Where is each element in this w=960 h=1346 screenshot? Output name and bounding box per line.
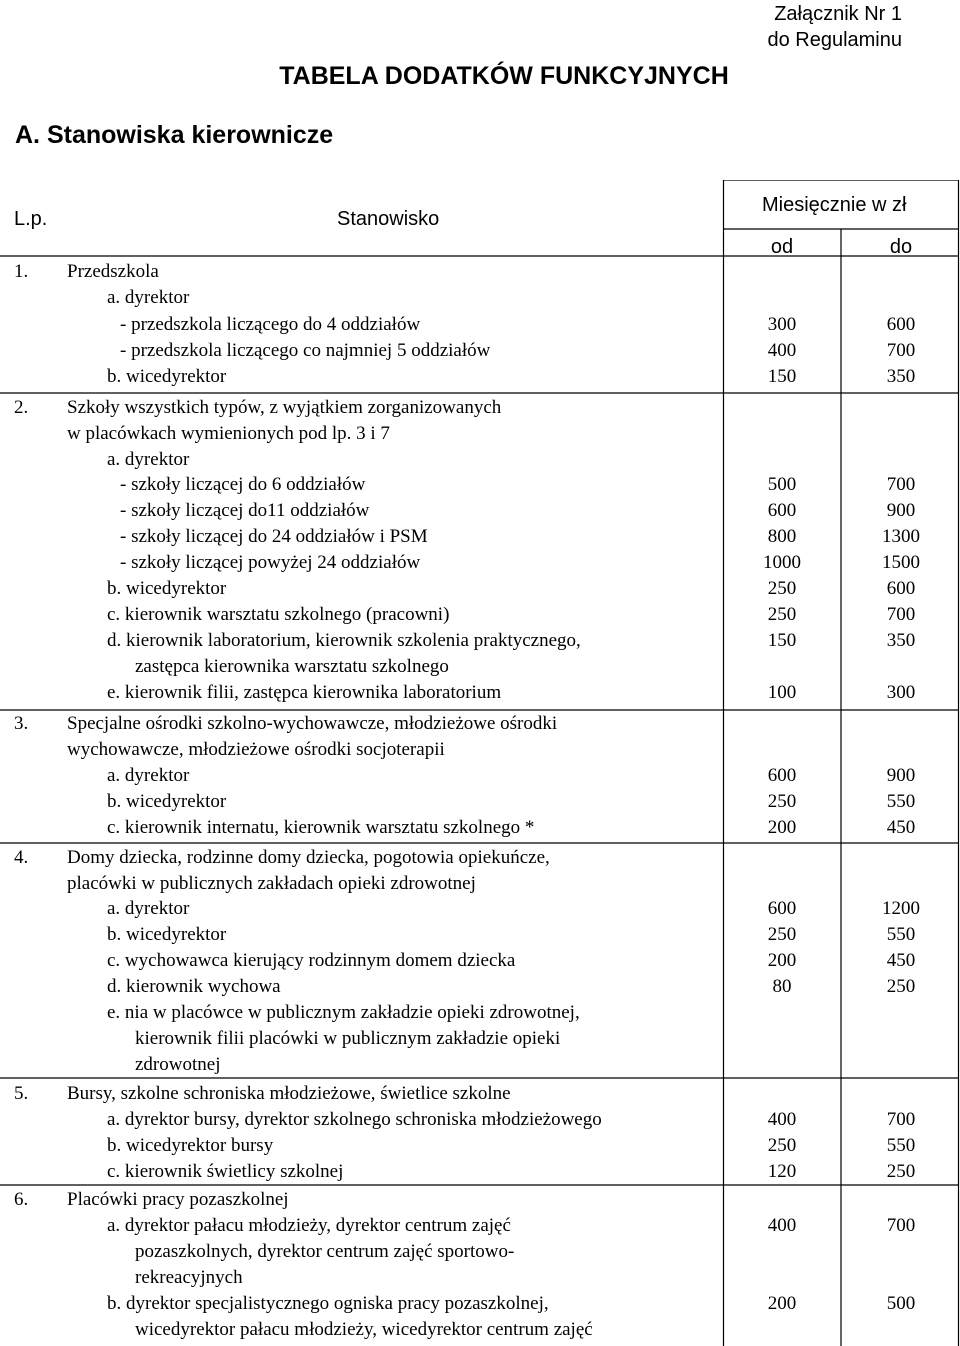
amount-to: 550 <box>886 924 916 945</box>
amount-to: 1200 <box>882 898 920 919</box>
amount-from: 200 <box>767 817 797 838</box>
row-text: a. dyrektor <box>107 287 190 308</box>
amount-from: 250 <box>767 604 797 625</box>
row-text: Placówki pracy pozaszkolnej <box>67 1189 289 1210</box>
row-text: 1. <box>14 261 29 282</box>
amount-to: 1500 <box>882 552 920 573</box>
amount-from: 80 <box>772 976 792 997</box>
row-text: b. wicedyrektor <box>107 791 227 812</box>
allowance-table <box>0 180 960 1346</box>
row-text: Przedszkola <box>67 261 159 282</box>
row-text: b. wicedyrektor <box>107 924 227 945</box>
row-text: - szkoły liczącej powyżej 24 oddziałów <box>120 552 421 573</box>
row-text: wicedyrektor pałacu młodzieży, wicedyrektor centrum zajęć <box>135 1319 593 1340</box>
row-text: 4. <box>14 847 29 868</box>
amount-to: 600 <box>886 578 916 599</box>
row-text: Domy dziecka, rodzinne domy dziecka, pogotowia opiekuńcze, <box>67 847 550 868</box>
annex-regulation-label: do Regulaminu <box>767 29 902 51</box>
amount-to: 550 <box>886 791 916 812</box>
amount-from: 200 <box>767 950 797 971</box>
row-text: rekreacyjnych <box>135 1267 243 1288</box>
row-text: - przedszkola liczącego do 4 oddziałów <box>120 314 421 335</box>
row-text: zastępca kierownika warsztatu szkolnego <box>135 656 449 677</box>
row-text: - szkoły liczącej do 24 oddziałów i PSM <box>120 526 428 547</box>
row-text: w placówkach wymienionych pod lp. 3 i 7 <box>67 423 390 444</box>
amount-to: 350 <box>886 630 916 651</box>
row-text: b. dyrektor specjalistycznego ogniska pracy pozaszkolnej, <box>107 1293 549 1314</box>
amount-from: 600 <box>767 500 797 521</box>
document-title: TABELA DODATKÓW FUNKCYJNYCH <box>279 62 729 90</box>
row-text: 6. <box>14 1189 29 1210</box>
row-text: d. kierownik laboratorium, kierownik szkolenia praktycznego, <box>107 630 581 651</box>
row-text: 2. <box>14 397 29 418</box>
header-od: od <box>770 236 794 258</box>
row-text: - szkoły liczącej do11 oddziałów <box>120 500 370 521</box>
amount-to: 700 <box>886 1109 916 1130</box>
row-text: Bursy, szkolne schroniska młodzieżowe, świetlice szkolne <box>67 1083 511 1104</box>
section-heading: A. Stanowiska kierownicze <box>15 121 334 149</box>
row-text: - szkoły liczącej do 6 oddziałów <box>120 474 366 495</box>
amount-to: 600 <box>886 314 916 335</box>
amount-from: 400 <box>767 340 797 361</box>
row-text: kierownik filii placówki w publicznym zakładzie opieki <box>135 1028 561 1049</box>
row-text: e. kierownik filii, zastępca kierownika laboratorium <box>107 682 502 703</box>
amount-from: 150 <box>767 630 797 651</box>
header-do: do <box>889 236 913 258</box>
amount-from: 300 <box>767 314 797 335</box>
amount-from: 120 <box>767 1161 797 1182</box>
row-text: 3. <box>14 713 29 734</box>
amount-to: 450 <box>886 817 916 838</box>
amount-from: 250 <box>767 791 797 812</box>
amount-to: 250 <box>886 1161 916 1182</box>
row-text: e. nia w placówce w publicznym zakładzie opieki zdrowotnej, <box>107 1002 580 1023</box>
header-monthly: Miesięcznie w zł <box>762 194 907 216</box>
amount-from: 400 <box>767 1109 797 1130</box>
row-text: 5. <box>14 1083 29 1104</box>
row-text: c. kierownik internatu, kierownik warsztatu szkolnego * <box>107 817 535 838</box>
amount-from: 250 <box>767 924 797 945</box>
amount-from: 400 <box>767 1215 797 1236</box>
amount-to: 700 <box>886 1215 916 1236</box>
row-text: a. dyrektor bursy, dyrektor szkolnego schroniska młodzieżowego <box>107 1109 602 1130</box>
row-text: wychowawcze, młodzieżowe ośrodki socjoterapii <box>67 739 445 760</box>
amount-to: 250 <box>886 976 916 997</box>
amount-from: 250 <box>767 578 797 599</box>
amount-from: 1000 <box>763 552 801 573</box>
row-text: Specjalne ośrodki szkolno-wychowawcze, młodzieżowe ośrodki <box>67 713 558 734</box>
amount-to: 550 <box>886 1135 916 1156</box>
row-text: b. wicedyrektor bursy <box>107 1135 274 1156</box>
amount-to: 700 <box>886 340 916 361</box>
row-text: c. wychowawca kierujący rodzinnym domem dziecka <box>107 950 516 971</box>
header-stanowisko: Stanowisko <box>337 208 440 230</box>
row-text: a. dyrektor <box>107 898 190 919</box>
row-text: Szkoły wszystkich typów, z wyjątkiem zorganizowanych <box>67 397 502 418</box>
row-text: placówki w publicznych zakładach opieki zdrowotnej <box>67 873 476 894</box>
amount-from: 200 <box>767 1293 797 1314</box>
amount-from: 800 <box>767 526 797 547</box>
annex-label: Załącznik Nr 1 <box>774 3 902 25</box>
amount-to: 900 <box>886 765 916 786</box>
row-text: pozaszkolnych, dyrektor centrum zajęć sportowo- <box>135 1241 515 1262</box>
amount-from: 150 <box>767 366 797 387</box>
row-text: c. kierownik warsztatu szkolnego (pracowni) <box>107 604 450 625</box>
amount-to: 900 <box>886 500 916 521</box>
amount-to: 1300 <box>882 526 920 547</box>
row-text: c. kierownik świetlicy szkolnej <box>107 1161 344 1182</box>
amount-from: 500 <box>767 474 797 495</box>
row-text: a. dyrektor <box>107 449 190 470</box>
row-text: - przedszkola liczącego co najmniej 5 oddziałów <box>120 340 491 361</box>
amount-to: 300 <box>886 682 916 703</box>
row-text: a. dyrektor <box>107 765 190 786</box>
amount-to: 700 <box>886 604 916 625</box>
header-lp: L.p. <box>14 208 48 230</box>
row-text: b. wicedyrektor <box>107 366 227 387</box>
amount-from: 250 <box>767 1135 797 1156</box>
row-text: d. kierownik wychowa <box>107 976 281 997</box>
amount-to: 350 <box>886 366 916 387</box>
row-text: b. wicedyrektor <box>107 578 227 599</box>
row-text: a. dyrektor pałacu młodzieży, dyrektor centrum zajęć <box>107 1215 511 1236</box>
amount-from: 600 <box>767 765 797 786</box>
amount-from: 600 <box>767 898 797 919</box>
amount-to: 700 <box>886 474 916 495</box>
amount-from: 100 <box>767 682 797 703</box>
row-text: zdrowotnej <box>135 1054 221 1075</box>
amount-to: 500 <box>886 1293 916 1314</box>
amount-to: 450 <box>886 950 916 971</box>
